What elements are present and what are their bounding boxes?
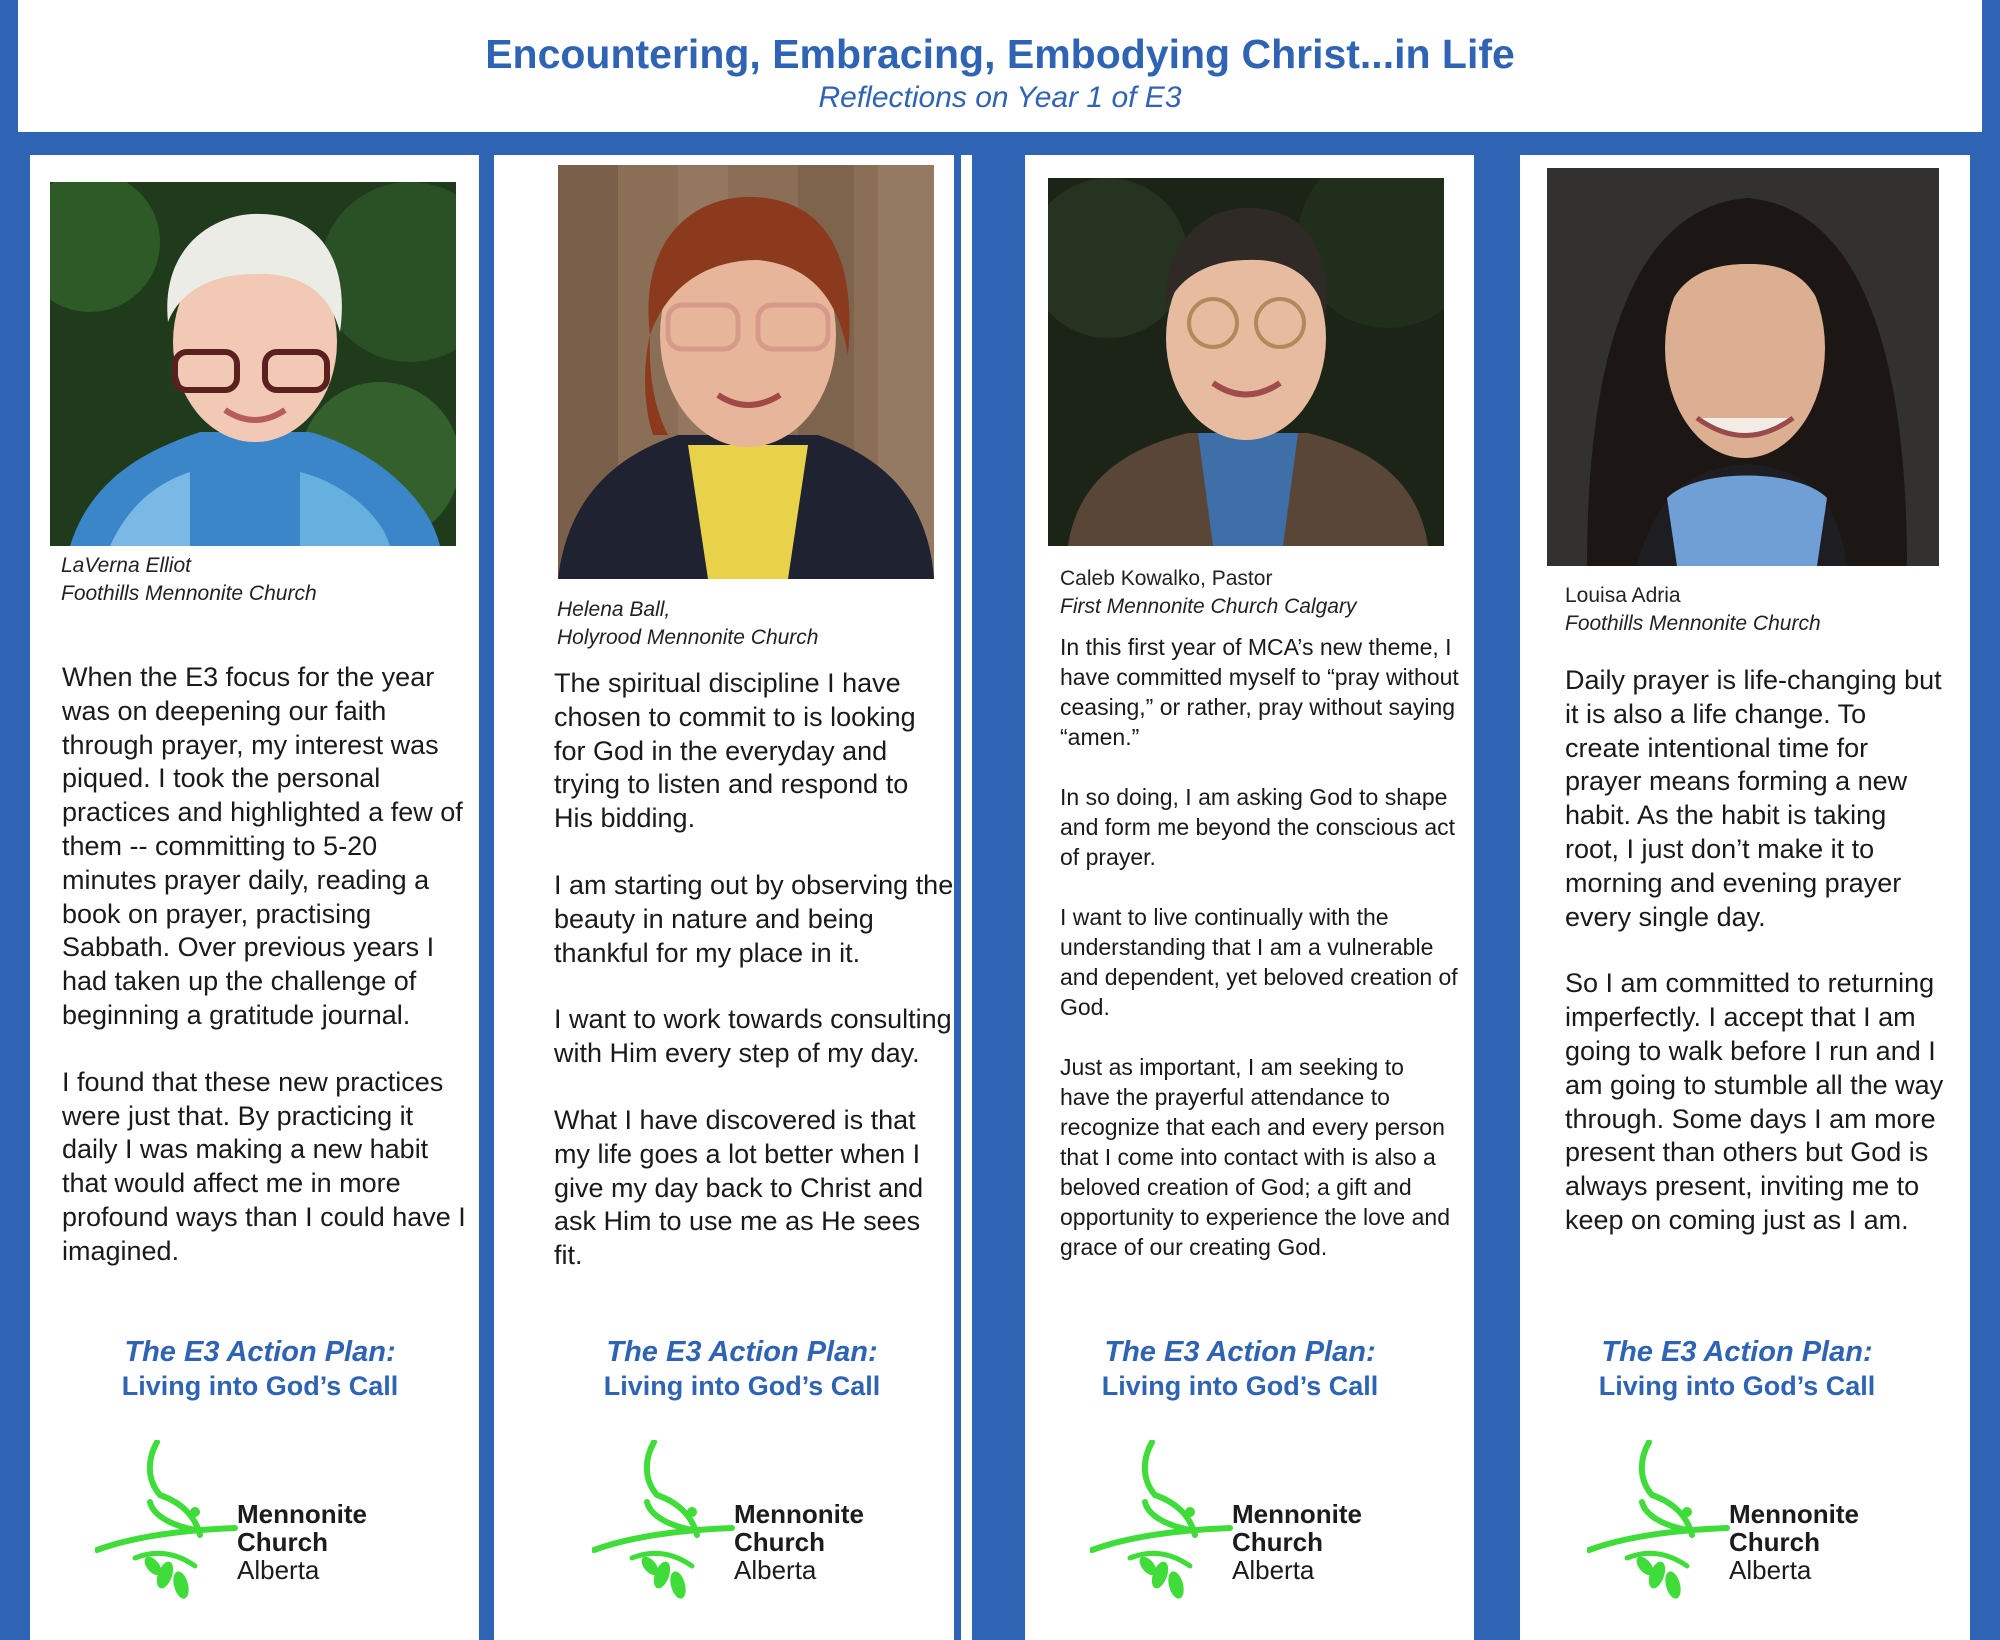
action-plan-heading xyxy=(60,1335,460,1403)
paragraph: What I have discovered is that my life goes a lot better when I give my day back to Christ and ask Him to use me as He sees fit. xyxy=(554,1104,924,1271)
card-bottom-edge xyxy=(1025,1620,1465,1640)
paragraph: Daily prayer is life-changing but it is also a life change. To create intentional time for prayer means forming a new habit. As the habit is taking root, I just don’t make it to morning and evening prayer every single day. xyxy=(1565,665,1942,932)
portrait-photo xyxy=(1547,168,1939,566)
paragraph: The spiritual discipline I have chosen to commit to is looking for God in the everyday and trying to listen and respond to His bidding. xyxy=(554,668,916,834)
paragraph: I want to work towards consulting with Him every step of my day. xyxy=(554,1004,952,1069)
action-plan-heading xyxy=(542,1335,942,1403)
logo-line: Church xyxy=(237,1527,328,1557)
person-name: Caleb Kowalko, Pastor xyxy=(1060,567,1273,590)
caption-card-4 xyxy=(1565,582,1965,638)
portrait-photo xyxy=(50,182,456,546)
paragraph: In so doing, I am asking God to shape and form me beyond the conscious act of prayer. xyxy=(1060,784,1456,870)
person-name: Helena Ball, xyxy=(557,598,671,621)
church-name: Holyrood Mennonite Church xyxy=(557,626,819,649)
action-plan-heading xyxy=(1537,1335,1937,1403)
logo-wordmark xyxy=(734,1500,864,1584)
action-plan-heading xyxy=(1040,1335,1440,1403)
action-plan-subtitle: Living into God’s Call xyxy=(121,1371,399,1401)
paragraph: Just as important, I am seeking to have the prayerful attendance to recognize that each and every person that I come into contact with is also a beloved creation of God; a gift and opportunity to experience the love and grace of our creating God. xyxy=(1060,1054,1450,1260)
card-bottom-edge xyxy=(494,1620,954,1640)
logo-line: Church xyxy=(734,1527,825,1557)
card-bottom-edge xyxy=(30,1620,474,1640)
logo-line: Alberta xyxy=(1232,1555,1315,1585)
logo-wordmark xyxy=(1232,1500,1362,1584)
reflection-text xyxy=(554,667,954,1306)
poster-subtitle: Reflections on Year 1 of E3 xyxy=(818,81,1182,114)
poster-title: Encountering, Embracing, Embodying Christ...in Life xyxy=(485,31,1515,77)
church-name: Foothills Mennonite Church xyxy=(61,582,317,605)
dove-icon xyxy=(1090,1440,1240,1600)
action-plan-title: The E3 Action Plan: xyxy=(124,1336,396,1368)
paragraph: In this first year of MCA’s new theme, I have committed myself to “pray without ceasing,” or rather, pray without saying “amen.” xyxy=(1060,634,1459,750)
mca-logo xyxy=(592,1440,902,1600)
mca-logo xyxy=(1587,1440,1897,1600)
logo-line: Mennonite xyxy=(1729,1499,1859,1529)
action-plan-title: The E3 Action Plan: xyxy=(1104,1336,1376,1368)
logo-line: Alberta xyxy=(1729,1555,1812,1585)
action-plan-subtitle: Living into God’s Call xyxy=(603,1371,881,1401)
card-bottom-edge xyxy=(1520,1620,1970,1640)
logo-line: Alberta xyxy=(734,1555,817,1585)
church-name: First Mennonite Church Calgary xyxy=(1060,595,1357,618)
paragraph: So I am committed to returning imperfectly. I accept that I am going to walk before I run and I am going to stumble all the way through. Some days I am more present than others but God is always present, inviting me to keep on coming just as I am. xyxy=(1565,968,1944,1235)
reflection-text xyxy=(1565,664,1945,1271)
caption-card-3 xyxy=(1060,565,1460,621)
mca-logo xyxy=(1090,1440,1400,1600)
dove-icon xyxy=(95,1440,245,1600)
portrait-photo xyxy=(1048,178,1444,546)
caption-card-2 xyxy=(557,596,957,652)
logo-wordmark xyxy=(237,1500,367,1584)
action-plan-title: The E3 Action Plan: xyxy=(606,1336,878,1368)
person-name: LaVerna Elliot xyxy=(61,554,191,577)
logo-wordmark xyxy=(1729,1500,1859,1584)
action-plan-subtitle: Living into God’s Call xyxy=(1598,1371,1876,1401)
action-plan-title: The E3 Action Plan: xyxy=(1601,1336,1873,1368)
poster-header xyxy=(18,0,1982,132)
logo-line: Mennonite xyxy=(237,1499,367,1529)
logo-line: Mennonite xyxy=(1232,1499,1362,1529)
reflection-text xyxy=(1060,632,1460,1292)
mca-logo xyxy=(95,1440,405,1600)
caption-card-1 xyxy=(61,552,461,608)
logo-line: Church xyxy=(1232,1527,1323,1557)
church-name: Foothills Mennonite Church xyxy=(1565,612,1821,635)
logo-line: Mennonite xyxy=(734,1499,864,1529)
person-name: Louisa Adria xyxy=(1565,584,1681,607)
logo-line: Alberta xyxy=(237,1555,320,1585)
paragraph: When the E3 focus for the year was on deepening our faith through prayer, my interest was piqued. I took the personal practices and highlighted a few of them -- committing to 5-20 minutes prayer daily, reading a book on prayer, practising Sabbath. Over previous years I had taken up the challenge of beginning a gratitude journal. xyxy=(62,662,463,1030)
paragraph: I want to live continually with the understanding that I am a vulnerable and dependent, yet beloved creation of God. xyxy=(1060,904,1458,1020)
action-plan-subtitle: Living into God’s Call xyxy=(1101,1371,1379,1401)
divider-stripe xyxy=(961,155,972,1640)
logo-line: Church xyxy=(1729,1527,1820,1557)
dove-icon xyxy=(592,1440,742,1600)
paragraph: I found that these new practices were just that. By practicing it daily I was making a new habit that would affect me in more profound ways than I could have I imagined. xyxy=(62,1066,466,1266)
paragraph: I am starting out by observing the beauty in nature and being thankful for my place in it. xyxy=(554,869,954,968)
reflection-text xyxy=(62,661,467,1302)
dove-icon xyxy=(1587,1440,1737,1600)
portrait-photo xyxy=(558,165,934,579)
